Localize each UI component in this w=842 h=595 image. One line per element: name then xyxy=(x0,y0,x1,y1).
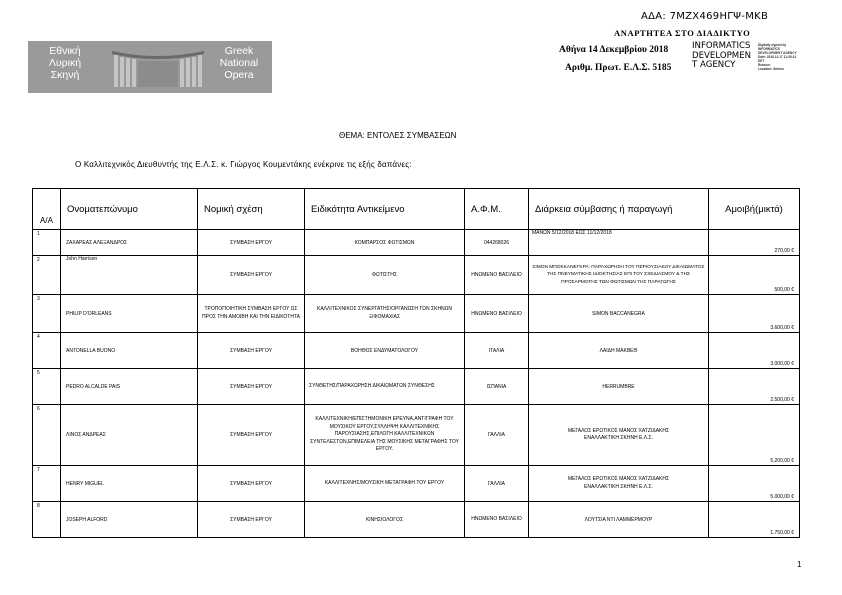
row-aa: 5 xyxy=(33,369,61,405)
intro-text: Ο Καλλιτεχνικός Διευθυντής της Ε.Λ.Σ. κ. Γιώργος Κουμεντάκης ενέκρινε τις εξής δαπάνες: xyxy=(75,160,412,169)
row-name: PEDRO ALCALDE PAIS xyxy=(61,369,198,405)
row-specialty: ΚΙΝΗΣΙΟΛΟΓΟΣ xyxy=(305,502,465,538)
table-row xyxy=(33,230,800,256)
row-aa: 6 xyxy=(33,405,61,466)
logo-english-text: Greek National Opera xyxy=(219,45,259,81)
row-fee: 3.000,00 € xyxy=(709,333,800,369)
row-duration: ΜΑΝΩΝ 5/12/2018 ΕΩΣ 11/12/2018 xyxy=(529,230,709,256)
header-duration: Διάρκεια σύμβασης ή παραγωγή xyxy=(529,189,709,230)
header-aa: Α/Α xyxy=(33,189,61,230)
row-relation: ΣΥΜΒΑΣΗ ΕΡΓΟΥ xyxy=(198,466,305,502)
row-specialty: ΚΟΜΠΑΡΣΟΣ ΦΩΤΙΣΜΩΝ xyxy=(305,230,465,256)
table-row xyxy=(33,369,800,405)
table-row xyxy=(33,405,800,466)
document-date: Αθήνα 14 Δεκεμβρίου 2018 xyxy=(559,45,669,55)
row-specialty: ΦΩΤΙΣΤΗΣ xyxy=(305,256,465,295)
row-fee: 1.750,00 € xyxy=(709,502,800,538)
row-duration: SIMON BACCANEGRA xyxy=(529,295,709,333)
row-duration: ΜΕΓΑΛΟΣ ΕΡΩΤΙΚΟΣ ΜΑΝΟΣ ΧΑΤΖΙΔΑΚΗΣ ΕΝΑΛΛΑΚΤΙΚΗ ΣΚΗΝΗ Ε.Λ.Σ. xyxy=(529,405,709,466)
row-afm: ΗΝΩΜΕΝΟ ΒΑΣΙΛΕΙΟ xyxy=(465,256,529,295)
row-relation: ΣΥΜΒΑΣΗ ΕΡΓΟΥ xyxy=(198,230,305,256)
row-name: ANTONELLA BUONO xyxy=(61,333,198,369)
page-number: 1 xyxy=(797,560,802,569)
row-fee: 5.000,00 € xyxy=(709,466,800,502)
table-row xyxy=(33,333,800,369)
row-fee: 5.200,00 € xyxy=(709,405,800,466)
table-row xyxy=(33,502,800,538)
table-header-row xyxy=(33,189,800,230)
row-afm: 044268026 xyxy=(465,230,529,256)
row-fee: 2.500,00 € xyxy=(709,369,800,405)
row-name: John Harrison xyxy=(61,256,198,295)
row-duration: ΛΟΥΤΣΙΑ ΝΤΙ ΛΑΜΜΕΡΜΟΥΡ xyxy=(529,502,709,538)
logo-greek-text: Εθνική Λυρική Σκηνή xyxy=(48,45,82,81)
row-name: PHILIP D'ORLEANS xyxy=(61,295,198,333)
ada-code: ΑΔΑ: 7ΜΖΧ469ΗΓΨ-ΜΚΒ xyxy=(641,11,769,22)
row-afm: ΗΝΩΜΕΝΟ ΒΑΣΙΛΕΙΟ xyxy=(465,295,529,333)
row-afm: ΓΑΛΛΙΑ xyxy=(465,466,529,502)
row-afm: ΙΣΠΑΝΙΑ xyxy=(465,369,529,405)
greek-national-opera-logo xyxy=(28,41,272,93)
row-specialty: ΚΑΛΛΙΤΕΧΝΗΣ/ΜΟΥΣΙΚΗ ΜΕΤΑΓΡΑΦΗ ΤΟΥ ΕΡΓΟΥ xyxy=(305,466,465,502)
row-relation: ΤΡΟΠΟΠΟΙΗΤΙΚΗ ΣΥΜΒΑΣΗ ΕΡΓΟΥ ΩΣ ΠΡΟΣ ΤΗΝ ΑΜΟΙΒΗ ΚΑΙ ΤΗΝ ΕΙΔΙΚΟΤΗΤΑ xyxy=(198,295,305,333)
row-relation: ΣΥΜΒΑΣΗ ΕΡΓΟΥ xyxy=(198,369,305,405)
signature-agency: INFORMATICS DEVELOPMEN T AGENCY xyxy=(692,41,752,70)
row-specialty: ΣΥΝΘΕΤΗΣ/ΠΑΡΑΧΩΡΗΣΗ ΔΙΚΑΙΩΜΑΤΩΝ ΣΥΝΘΕΣΗΣ xyxy=(305,369,465,405)
row-afm: ΓΑΛΛΙΑ xyxy=(465,405,529,466)
row-afm: ΙΤΑΛΙΑ xyxy=(465,333,529,369)
row-relation: ΣΥΜΒΑΣΗ ΕΡΓΟΥ xyxy=(198,502,305,538)
row-relation: ΣΥΜΒΑΣΗ ΕΡΓΟΥ xyxy=(198,256,305,295)
row-relation: ΣΥΜΒΑΣΗ ΕΡΓΟΥ xyxy=(198,333,305,369)
contracts-table xyxy=(32,188,800,538)
row-fee: 270,00 € xyxy=(709,230,800,256)
table-row xyxy=(33,295,800,333)
row-fee: 3.600,00 € xyxy=(709,295,800,333)
row-fee: 500,00 € xyxy=(709,256,800,295)
row-duration: ΜΕΓΑΛΟΣ ΕΡΩΤΙΚΟΣ ΜΑΝΟΣ ΧΑΤΖΙΔΑΚΗΣ ΕΝΑΛΛΑΚΤΙΚΗ ΣΚΗΝΗ Ε.Λ.Σ. xyxy=(529,466,709,502)
stage-icon xyxy=(110,45,206,89)
row-afm: ΗΝΩΜΕΝΟ ΒΑΣΙΛΕΙΟ xyxy=(465,502,529,538)
row-relation: ΣΥΜΒΑΣΗ ΕΡΓΟΥ xyxy=(198,405,305,466)
row-name: HENRY MIGUEL xyxy=(61,466,198,502)
row-aa: 3 xyxy=(33,295,61,333)
row-duration: ΛΑΙΔΗ ΜΑΚΒΕΘ xyxy=(529,333,709,369)
row-duration: ΣΙΜΟΝ ΜΠΟΚΚΑΝΕΓΚΡΑ: ΠΑΡΑΧΩΡΗΣΗ ΤΟΥ ΠΕΡΙΟΥΣΙΑΚΟΥ ΔΙΚΑΙΩΜΑΤΟΣ ΤΗΣ ΠΝΕΥΜΑΤΙΚΗΣ ΙΔΙΟΚΤΗΣΙΑΣ ΕΠΙ ΤΟΥ ΣΧΕΔΙΑΣΜΟΥ & ΤΗΣ ΠΡΟΣΑΡΜΟΓΗΣ ΤΩΝ ΦΩΤΙΣΜΩΝ ΤΗΣ ΠΑΡΑΓΩΓΗΣ xyxy=(529,256,709,295)
row-aa: 1 xyxy=(33,230,61,256)
row-aa: 7 xyxy=(33,466,61,502)
row-name: ΛΙΝΟΣ ΑΝΔΡΕΑΣ xyxy=(61,405,198,466)
table-row xyxy=(33,466,800,502)
header-specialty: Ειδικότητα Αντικείμενο xyxy=(305,189,465,230)
header-fee: Αμοιβή(μικτά) xyxy=(709,189,800,230)
row-aa: 8 xyxy=(33,502,61,538)
row-aa: 2 xyxy=(33,256,61,295)
header-afm: Α.Φ.Μ. xyxy=(465,189,529,230)
row-name: JOSEPH ALFORD xyxy=(61,502,198,538)
signature-details: Digitally signed by INFORMATICS DEVELOPMENT AGENCY Date: 2018.12.17 11:35:14 EET Reason: Location: Athens xyxy=(758,43,797,71)
row-specialty: ΒΟΗΘΟΣ ΕΝΔΥΜΑΤΟΛΟΓΟΥ xyxy=(305,333,465,369)
row-specialty: ΚΑΛΛΙΤΕΧΝΙΚΗ/ΕΠΙΣΤΗΜΟΝΙΚΗ ΕΡΕΥΝΑ,ΑΝΤΙΓΡΑΦΗ ΤΟΥ ΜΟΥΣΙΚΟΥ ΕΡΓΟΥ,ΣΥΛΛΗΨΗ ΚΑΛΛΙΤΕΧΝΙΚΗΣ ΠΑΡΟΥΣΙΑΣΗΣ,ΕΠΙΛΟΓΗ ΚΑΛΛΙΤΕΧΝΙΚΩΝ ΣΥΝΤΕΛΕΣΤΩΝ,ΕΠΙΜΕΛΕΙΑ ΤΗΣ ΜΟΥΣΙΚΗΣ ΜΕΤΑΓΡΑΦΗΣ ΤΟΥ ΕΡΓΟΥ. xyxy=(305,405,465,466)
row-name: ΖΑΧΑΡΕΑΣ ΑΛΕΞΑΝΔΡΟΣ xyxy=(61,230,198,256)
row-aa: 4 xyxy=(33,333,61,369)
table-row xyxy=(33,256,800,295)
post-label: ΑΝΑΡΤΗΤΕΑ ΣΤΟ ΔΙΑΔΙΚΤΥΟ xyxy=(614,28,751,38)
protocol-number: Αριθμ. Πρωτ. Ε.Λ.Σ. 5185 xyxy=(565,63,672,73)
row-specialty: ΚΑΛΛΙΤΕΧΝΙΚΟΣ ΣΥΝΕΡΓΑΤΗΣ/ΟΡΓΑΝΩΣΗ ΤΩΝ ΣΚΗΝΩΝ ΞΙΦΟΜΑΧΙΑΣ xyxy=(305,295,465,333)
header-relation: Νομική σχέση xyxy=(198,189,305,230)
document-subject: ΘΕΜΑ: ΕΝΤΟΛΕΣ ΣΥΜΒΑΣΕΩΝ xyxy=(339,131,457,140)
header-name: Ονοματεπώνυμο xyxy=(61,189,198,230)
row-duration: HERRUMBRE xyxy=(529,369,709,405)
